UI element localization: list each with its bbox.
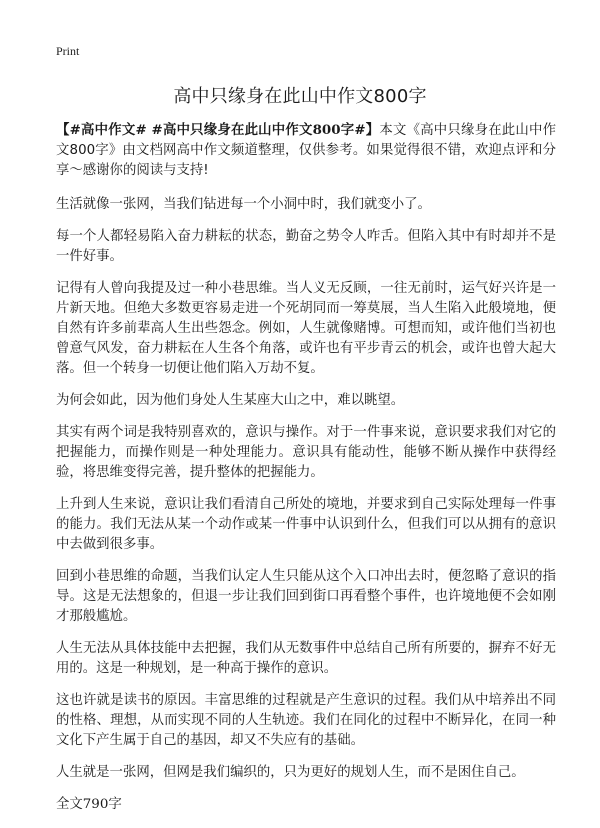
paragraph: 回到小巷思维的命题，当我们认定人生只能从这个入口冲出去时，便忽略了意识的指导。这是无法想象的，但退一步让我们回到街口再看整个事件，也许境地便不会如刚才那般尴尬。 <box>56 569 556 624</box>
paragraph: 人生无法从具体技能中去把握，我们从无数事件中总结自己所有所要的，摒弃不好无用的。这是一种规划，是一种高于操作的意识。 <box>56 641 556 676</box>
paragraph: 这也许就是读书的原因。丰富思维的过程就是产生意识的过程。我们从中培养出不同的性格、理想，从而实现不同的人生轨迹。我们在同化的过程中不断异化，在同一种文化下产生属于自己的基因，却又不失应有的基础。 <box>56 693 556 748</box>
paragraph: 其实有两个词是我特别喜欢的，意识与操作。对于一件事来说，意识要求我们对它的把握能力，而操作则是一种处理能力。意识具有能动性，能够不断从操作中获得经验，将思维变得完善，提升整体的把握能力。 <box>56 425 556 480</box>
paragraph: 为何会如此，因为他们身处人生某座大山之中，难以眺望。 <box>56 393 405 408</box>
print-link[interactable]: Print <box>56 44 80 58</box>
paragraph: 人生就是一张网，但网是我们编织的，只为更好的规划人生，而不是困住自己。 <box>56 765 525 780</box>
paragraph: 上升到人生来说，意识让我们看清自己所处的境地，并要求到自己实际处理每一件事的能力。我们无法从某一个动作或某一件事中认识到什么，但我们可以从拥有的意识中去做到很多事。 <box>56 497 556 552</box>
paragraph: 生活就像一张网，当我们钻进每一个小洞中时，我们就变小了。 <box>56 197 431 212</box>
word-count: 全文790字 <box>56 797 122 812</box>
paragraph: 每一个人都轻易陷入奋力耕耘的状态，勤奋之势令人咋舌。但陷入其中有时却并不是一件好事。 <box>56 229 556 264</box>
intro-tag: 【#高中作文# #高中只缘身在此山中作文800字#】 <box>56 122 380 138</box>
intro-text: 本文《高中只缘身在此山中作文800字》由文档网高中作文频道整理，仅供参考。如果觉得很不错，欢迎点评和分享～感谢你的阅读与支持! <box>56 123 557 178</box>
article-body <box>56 120 556 827</box>
paragraph: 记得有人曾向我提及过一种小巷思维。当人义无反顾，一往无前时，运气好兴许是一片新天地。但绝大多数更容易走进一个死胡同而一筹莫展，当人生陷入此般境地，便自然有许多前辈高人生出些怨念。例如，人生就像赌博。可想而知，或许他们当初也曾意气风发，奋力耕耘在人生各个角落，或许也有平步青云的机会，或许也曾大起大落。但一个转身一切便让他们陷入万劫不复。 <box>56 281 556 376</box>
page-title: 高中只缘身在此山中作文800字 <box>173 86 427 107</box>
intro-paragraph <box>56 120 556 181</box>
